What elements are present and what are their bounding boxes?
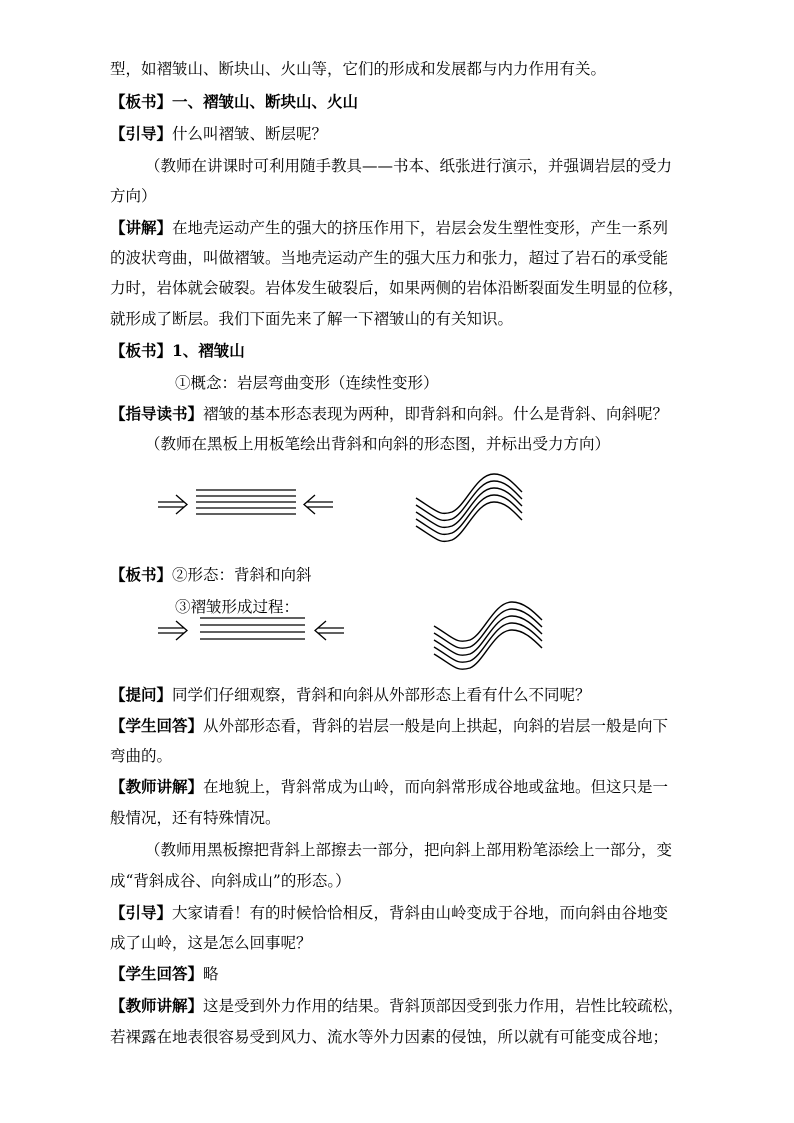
tag-label: 【学生回答】 <box>110 964 204 983</box>
tag-label: 【指导读书】 <box>110 404 204 423</box>
tag-label: 【引导】 <box>110 124 173 143</box>
tag-label: 【板书】 <box>110 341 173 360</box>
text-line: 的波状弯曲，叫做褶皱。当地壳运动产生的强大压力和张力，超过了岩石的承受能 <box>110 249 669 267</box>
fold-diagram <box>410 470 530 550</box>
heading-line: 【板书】一、褶皱山、断块山、火山 <box>110 92 359 111</box>
text-line: （教师在黑板上用板笔绘出背斜和向斜的形态图，并标出受力方向） <box>145 435 611 453</box>
text-line: 力时，岩体就会破裂。岩体发生破裂后，如果两侧的岩体沿断裂面发生明显的位移， <box>110 279 684 297</box>
text-line: 成“背斜成谷、向斜成山”的形态。） <box>110 872 351 890</box>
formation-fold-diagram <box>430 598 550 678</box>
text-line: 弯曲的。 <box>110 747 173 765</box>
tag-label: 【板书】 <box>110 565 173 584</box>
text-line: 若裸露在地表很容易受到风力、流水等外力因素的侵蚀，所以就有可能变成谷地； <box>110 1028 669 1046</box>
tag-label: 【学生回答】 <box>110 716 204 735</box>
text-line: 【讲解】在地壳运动产生的强大的挤压作用下，岩层会发生塑性变形，产生一系列 <box>110 218 669 237</box>
fold-strata-graphic <box>410 470 530 550</box>
tag-label: 【讲解】 <box>110 218 173 237</box>
compression-diagram <box>150 478 350 522</box>
tag-label: 【教师讲解】 <box>110 996 204 1015</box>
text-line: 【提问】同学们仔细观察，背斜和向斜从外部形态上看有什么不同呢？ <box>110 685 591 704</box>
formation-compression-diagram <box>150 612 360 652</box>
text-line: 【学生回答】略 <box>110 964 219 983</box>
text-line: （教师用黑板擦把背斜上部擦去一部分，把向斜上部用粉笔添绘上一部分，变 <box>145 841 673 859</box>
text-line: 【引导】大家请看！有的时候恰恰相反，背斜由山岭变成于谷地，而向斜由谷地变 <box>110 903 669 922</box>
text-line: 【板书】②形态：背斜和向斜 <box>110 565 312 584</box>
text-line: ③褶皱形成过程： <box>175 598 300 616</box>
horizontal-strata-graphic <box>150 478 350 522</box>
text-line: 【引导】什么叫褶皱、断层呢？ <box>110 124 328 143</box>
text-line: 【教师讲解】这是受到外力作用的结果。背斜顶部因受到张力作用，岩性比较疏松， <box>110 996 684 1015</box>
text-line: 就形成了断层。我们下面先来了解一下褶皱山的有关知识。 <box>110 310 514 328</box>
heading-line: 【板书】1、褶皱山 <box>110 341 245 360</box>
tag-label: 【教师讲解】 <box>110 777 204 796</box>
text-line: 【指导读书】褶皱的基本形态表现为两种，即背斜和向斜。什么是背斜、向斜呢？ <box>110 404 669 423</box>
tag-label: 【板书】 <box>110 92 173 111</box>
text-line: 方向） <box>110 187 157 205</box>
text-line: 【学生回答】从外部形态看，背斜的岩层一般是向上拱起，向斜的岩层一般是向下 <box>110 716 669 735</box>
formation-fold-graphic <box>430 598 550 678</box>
text-line: 成了山岭，这是怎么回事呢？ <box>110 934 312 952</box>
text-line: 【教师讲解】在地貌上，背斜常成为山岭，而向斜常形成谷地或盆地。但这只是一 <box>110 777 669 796</box>
text-line: ①概念：岩层弯曲变形（连续性变形） <box>175 374 439 392</box>
text-line: 型，如褶皱山、断块山、火山等，它们的形成和发展都与内力作用有关。 <box>110 60 607 78</box>
formation-strata-graphic <box>150 612 360 652</box>
text-line: （教师在讲课时可利用随手教具——书本、纸张进行演示，并强调岩层的受力 <box>145 157 673 175</box>
text-line: 般情况，还有特殊情况。 <box>110 809 281 827</box>
tag-label: 【引导】 <box>110 903 173 922</box>
tag-label: 【提问】 <box>110 685 173 704</box>
